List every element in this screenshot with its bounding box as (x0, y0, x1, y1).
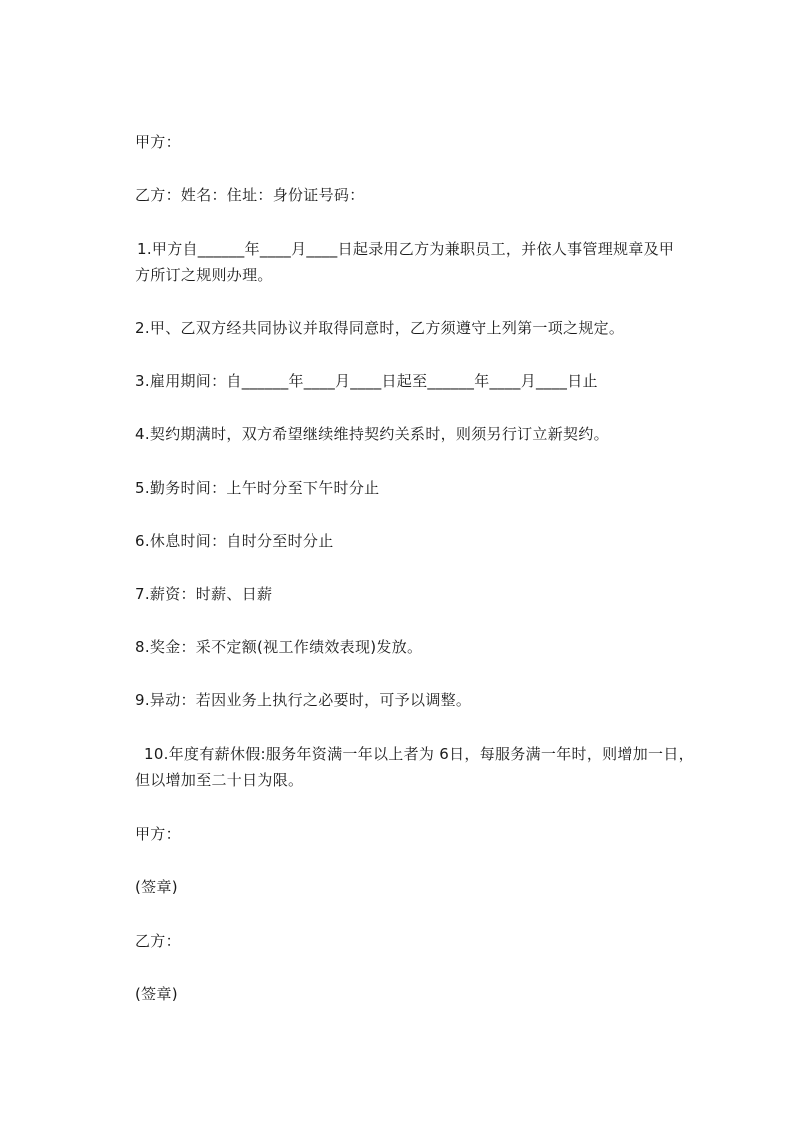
clause-6: 6.休息时间：自时分至时分止 (135, 532, 334, 550)
clause-3: 3.雇用期间：自______年____月____日起至______年____月____日止 (135, 372, 598, 390)
signature-party-b: 乙方： (135, 932, 181, 950)
signature-party-b-seal: (签章) (135, 985, 178, 1003)
clause-1-line-1: 1.甲方自______年____月____日起录用乙方为兼职员工，并依人事管理规章及甲 (137, 240, 675, 258)
party-b-header: 乙方：姓名：住址：身份证号码： (135, 186, 365, 204)
clause-1-line-2: 方所订之规则办理。 (135, 266, 273, 284)
clause-10-line-2: 但以增加至二十日为限。 (135, 771, 304, 789)
clause-4: 4.契约期满时，双方希望继续维持契约关系时，则须另行订立新契约。 (135, 425, 609, 443)
clause-5: 5.勤务时间：上午时分至下午时分止 (135, 479, 380, 497)
party-a-header: 甲方： (135, 133, 181, 151)
signature-party-a: 甲方： (135, 825, 181, 843)
clause-8: 8.奖金：采不定额(视工作绩效表现)发放。 (135, 638, 423, 656)
clause-2: 2.甲、乙双方经共同协议并取得同意时，乙方须遵守上列第一项之规定。 (135, 319, 625, 337)
clause-10-line-1: 10.年度有薪休假:服务年资满一年以上者为 6日，每服务满一年时，则增加一日， (144, 745, 694, 763)
clause-7: 7.薪资：时薪、日薪 (135, 585, 273, 603)
clause-9: 9.异动：若因业务上执行之必要时，可予以调整。 (135, 691, 472, 709)
signature-party-a-seal: (签章) (135, 878, 178, 896)
